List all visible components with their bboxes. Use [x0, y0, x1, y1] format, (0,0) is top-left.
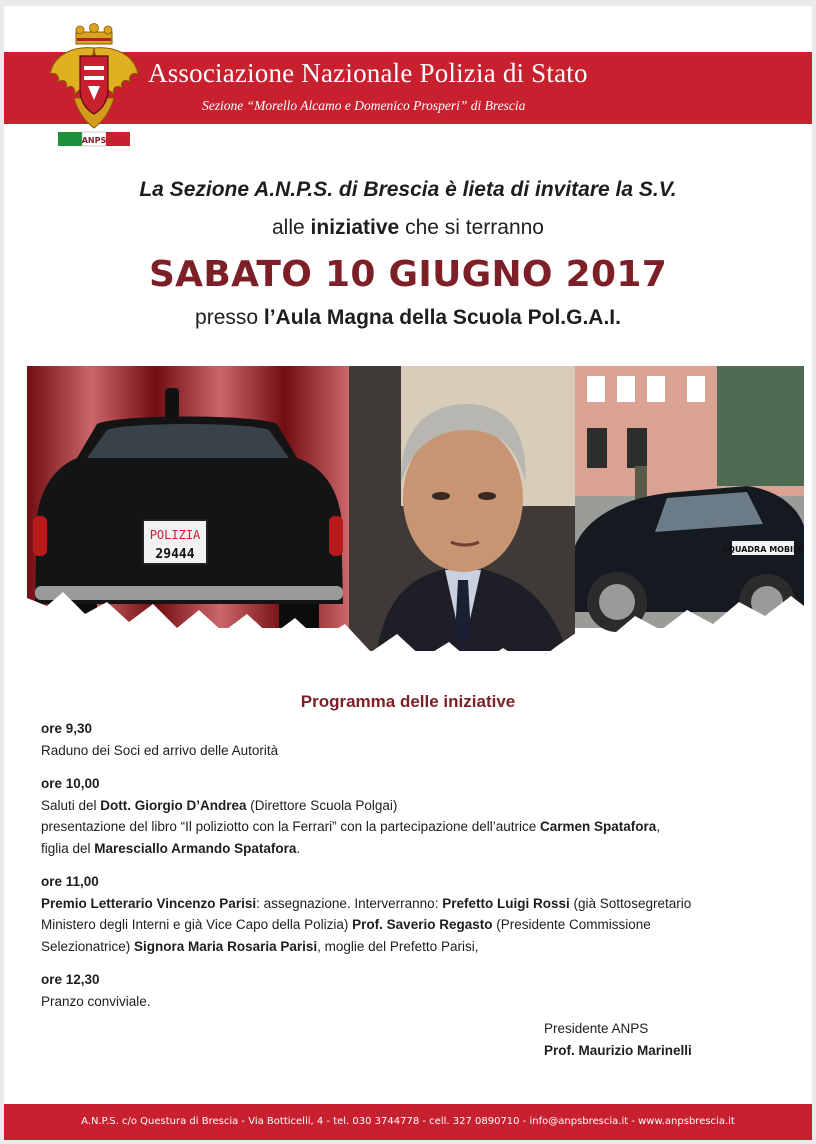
invitation-line: La Sezione A.N.P.S. di Brescia è lieta di invitare la S.V.: [139, 178, 677, 201]
text-span: , moglie del Prefetto Parisi,: [317, 938, 479, 954]
program-item: [41, 718, 791, 761]
program-item: [41, 871, 791, 957]
program-time: ore 10,00: [41, 776, 100, 791]
text-span: (già Sottosegretario: [569, 895, 692, 911]
org-subtitle: Sezione “Morello Alcamo e Domenico Prosperi” di Brescia: [202, 98, 526, 113]
bold-span: Prof. Saverio Regasto: [352, 917, 493, 932]
bold-span: Signora Maria Rosaria Parisi: [134, 938, 318, 954]
org-title: Associazione Nazionale Polizia di Stato: [148, 58, 588, 88]
program-time: ore 9,30: [41, 721, 93, 736]
text-span: Ministero degli Interni e già Vice Capo della Polizia): [41, 917, 353, 932]
program-time: ore 11,00: [41, 874, 99, 889]
initiatives-line: [4, 216, 812, 240]
photo-portrait: [349, 366, 575, 651]
bold-span: Dott. Giorgio D’Andrea: [100, 797, 247, 813]
squadra-mobile-badge: SQUADRA MOBILE: [722, 545, 804, 554]
text-span: figlia del: [41, 840, 95, 856]
program-text-line: [41, 816, 791, 838]
program-text: Pranzo conviviale.: [41, 993, 151, 1009]
program-text-line: [41, 893, 791, 915]
program-text-line: [41, 838, 791, 860]
text-span: : assegnazione. Interverranno:: [256, 895, 443, 911]
photo-street-police-car: [575, 366, 804, 632]
text-span: .: [296, 840, 301, 856]
invitation-page: [4, 6, 812, 1140]
initiatives-suffix: che si terranno: [399, 216, 544, 239]
photo-collage: [27, 366, 804, 676]
license-plate-line1: POLIZIA: [149, 528, 201, 542]
initiatives-prefix: alle: [272, 216, 311, 239]
program-heading: Programma delle iniziative: [300, 692, 516, 711]
program-text-line: [41, 914, 791, 936]
photo-ferrari-car: [27, 366, 349, 628]
text-span: (Direttore Scuola Polgai): [246, 797, 398, 813]
license-plate-line2: 29444: [155, 547, 195, 562]
footer-contact: A.N.P.S. c/o Questura di Brescia - Via Botticelli, 4 - tel. 030 3744778 - cell. 327 0890710 - info@anpsbrescia.it - www.anpsbrescia.it: [81, 1116, 735, 1127]
initiatives-bold: iniziative: [310, 216, 400, 239]
text-span: (Presidente Commissione: [492, 917, 651, 932]
bold-span: Maresciallo Armando Spatafora: [94, 840, 297, 856]
bold-span: Carmen Spatafora: [540, 819, 657, 834]
program-list: [41, 718, 791, 1024]
signature-block: [544, 1018, 692, 1061]
text-span: presentazione del libro “Il poliziotto con la Ferrari” con la partecipazione dell’autrice: [41, 819, 541, 834]
bold-span: Prefetto Luigi Rossi: [442, 895, 570, 911]
tricolor-ribbon: [58, 132, 130, 146]
program-text-line: [41, 936, 791, 958]
program-item: [41, 773, 791, 859]
program-text-line: [41, 795, 791, 817]
signature-name: Prof. Maurizio Marinelli: [544, 1042, 692, 1058]
venue-bold: l’Aula Magna della Scuola Pol.G.A.I.: [263, 306, 621, 329]
anps-emblem-logo: [44, 20, 144, 152]
signature-role: Presidente ANPS: [544, 1021, 649, 1036]
text-span: ,: [656, 819, 661, 834]
program-text: Raduno dei Soci ed arrivo delle Autorità: [41, 742, 279, 758]
text-span: Saluti del: [41, 797, 101, 813]
text-span: Selezionatrice): [41, 938, 135, 954]
venue-prefix: presso: [195, 306, 264, 329]
event-venue: [4, 306, 812, 330]
program-item: [41, 969, 791, 1012]
program-time: ore 12,30: [41, 972, 100, 987]
event-date: SABATO 10 GIUGNO 2017: [148, 254, 668, 295]
bold-span: Premio Letterario Vincenzo Parisi: [41, 895, 257, 911]
shield-icon: [80, 56, 108, 114]
svg-text:ANPS: ANPS: [81, 136, 107, 145]
crown-icon: [76, 24, 112, 45]
